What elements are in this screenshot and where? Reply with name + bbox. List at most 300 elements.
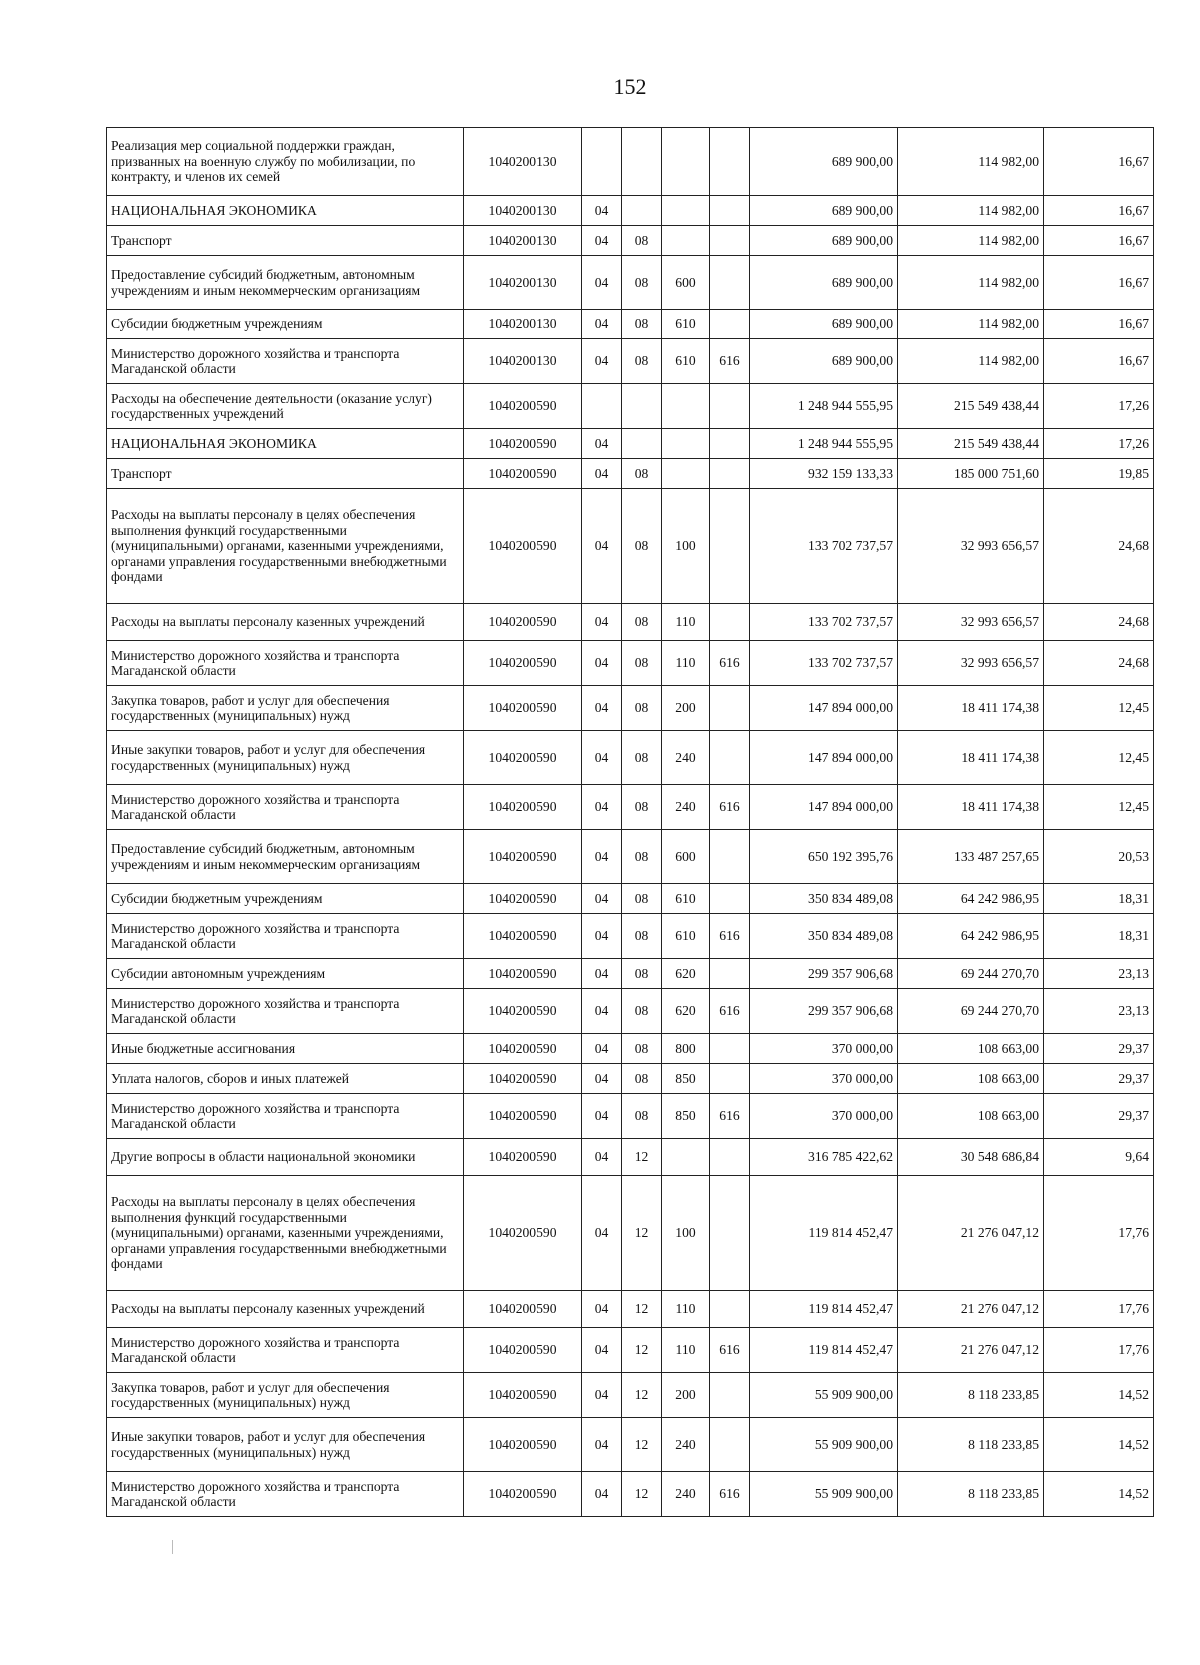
planned-amount-cell: 689 900,00	[750, 128, 898, 196]
row-name-cell: Транспорт	[107, 459, 464, 489]
planned-amount-cell: 147 894 000,00	[750, 785, 898, 830]
planned-amount-cell: 1 248 944 555,95	[750, 384, 898, 429]
subsection-cell: 12	[622, 1291, 662, 1328]
executed-amount-cell: 32 993 656,57	[898, 641, 1044, 686]
expense-type-cell: 110	[662, 1291, 710, 1328]
executed-amount-cell: 114 982,00	[898, 226, 1044, 256]
executed-amount-cell: 64 242 986,95	[898, 884, 1044, 914]
execution-percent-cell: 16,67	[1044, 196, 1154, 226]
executed-amount-cell: 215 549 438,44	[898, 384, 1044, 429]
table-row	[107, 1472, 1154, 1517]
executed-amount-cell: 18 411 174,38	[898, 785, 1044, 830]
section-cell: 04	[582, 959, 622, 989]
subsection-cell	[622, 429, 662, 459]
table-row	[107, 196, 1154, 226]
manager-code-cell	[710, 489, 750, 604]
section-cell: 04	[582, 1472, 622, 1517]
planned-amount-cell: 689 900,00	[750, 256, 898, 310]
section-cell: 04	[582, 830, 622, 884]
target-article-cell: 1040200590	[464, 959, 582, 989]
manager-code-cell: 616	[710, 914, 750, 959]
subsection-cell: 12	[622, 1418, 662, 1472]
section-cell: 04	[582, 1328, 622, 1373]
execution-percent-cell: 16,67	[1044, 339, 1154, 384]
subsection-cell	[622, 128, 662, 196]
row-name-cell: Министерство дорожного хозяйства и транспорта Магаданской области	[107, 989, 464, 1034]
row-name-cell: Субсидии бюджетным учреждениям	[107, 310, 464, 339]
executed-amount-cell: 32 993 656,57	[898, 489, 1044, 604]
target-article-cell: 1040200130	[464, 256, 582, 310]
manager-code-cell	[710, 310, 750, 339]
row-name-cell: Министерство дорожного хозяйства и транспорта Магаданской области	[107, 1472, 464, 1517]
planned-amount-cell: 316 785 422,62	[750, 1139, 898, 1176]
section-cell: 04	[582, 641, 622, 686]
target-article-cell: 1040200590	[464, 604, 582, 641]
subsection-cell: 12	[622, 1472, 662, 1517]
expense-type-cell	[662, 459, 710, 489]
target-article-cell: 1040200130	[464, 310, 582, 339]
executed-amount-cell: 108 663,00	[898, 1034, 1044, 1064]
subsection-cell: 08	[622, 1064, 662, 1094]
section-cell: 04	[582, 226, 622, 256]
table-row	[107, 830, 1154, 884]
execution-percent-cell: 24,68	[1044, 489, 1154, 604]
subsection-cell: 08	[622, 959, 662, 989]
expense-type-cell: 610	[662, 884, 710, 914]
planned-amount-cell: 370 000,00	[750, 1094, 898, 1139]
scan-artifact-line	[172, 1540, 173, 1554]
section-cell	[582, 128, 622, 196]
planned-amount-cell: 133 702 737,57	[750, 489, 898, 604]
section-cell: 04	[582, 604, 622, 641]
planned-amount-cell: 689 900,00	[750, 196, 898, 226]
execution-percent-cell: 20,53	[1044, 830, 1154, 884]
executed-amount-cell: 21 276 047,12	[898, 1328, 1044, 1373]
subsection-cell: 08	[622, 785, 662, 830]
executed-amount-cell: 185 000 751,60	[898, 459, 1044, 489]
manager-code-cell: 616	[710, 1094, 750, 1139]
manager-code-cell	[710, 604, 750, 641]
table-row	[107, 384, 1154, 429]
subsection-cell: 08	[622, 339, 662, 384]
manager-code-cell	[710, 686, 750, 731]
execution-percent-cell: 9,64	[1044, 1139, 1154, 1176]
row-name-cell: Расходы на выплаты персоналу казенных учреждений	[107, 1291, 464, 1328]
table-row	[107, 310, 1154, 339]
planned-amount-cell: 133 702 737,57	[750, 641, 898, 686]
subsection-cell: 08	[622, 830, 662, 884]
row-name-cell: НАЦИОНАЛЬНАЯ ЭКОНОМИКА	[107, 429, 464, 459]
planned-amount-cell: 299 357 906,68	[750, 959, 898, 989]
row-name-cell: Другие вопросы в области национальной экономики	[107, 1139, 464, 1176]
expense-type-cell	[662, 226, 710, 256]
executed-amount-cell: 8 118 233,85	[898, 1472, 1044, 1517]
table-row	[107, 1328, 1154, 1373]
table-row	[107, 785, 1154, 830]
executed-amount-cell: 114 982,00	[898, 339, 1044, 384]
table-row	[107, 959, 1154, 989]
subsection-cell: 08	[622, 226, 662, 256]
planned-amount-cell: 119 814 452,47	[750, 1291, 898, 1328]
target-article-cell: 1040200590	[464, 989, 582, 1034]
table-row	[107, 989, 1154, 1034]
table-row	[107, 128, 1154, 196]
manager-code-cell: 616	[710, 989, 750, 1034]
table-row	[107, 914, 1154, 959]
row-name-cell: Министерство дорожного хозяйства и транспорта Магаданской области	[107, 785, 464, 830]
row-name-cell: Иные бюджетные ассигнования	[107, 1034, 464, 1064]
table-row	[107, 1139, 1154, 1176]
execution-percent-cell: 19,85	[1044, 459, 1154, 489]
target-article-cell: 1040200590	[464, 785, 582, 830]
manager-code-cell	[710, 1373, 750, 1418]
table-row	[107, 1418, 1154, 1472]
expense-type-cell	[662, 128, 710, 196]
subsection-cell: 08	[622, 989, 662, 1034]
subsection-cell: 08	[622, 641, 662, 686]
expense-type-cell: 110	[662, 604, 710, 641]
subsection-cell: 08	[622, 604, 662, 641]
section-cell: 04	[582, 1139, 622, 1176]
section-cell: 04	[582, 989, 622, 1034]
target-article-cell: 1040200590	[464, 1176, 582, 1291]
row-name-cell: Расходы на выплаты персоналу в целях обеспечения выполнения функций государственными (муниципальными) органами, казенными учреждениями, органами управления государственными внебюджетными фондами	[107, 489, 464, 604]
table-row	[107, 489, 1154, 604]
expense-type-cell: 110	[662, 1328, 710, 1373]
expense-type-cell: 620	[662, 989, 710, 1034]
target-article-cell: 1040200590	[464, 884, 582, 914]
executed-amount-cell: 114 982,00	[898, 310, 1044, 339]
execution-percent-cell: 17,76	[1044, 1176, 1154, 1291]
row-name-cell: Предоставление субсидий бюджетным, автономным учреждениям и иным некоммерческим организациям	[107, 256, 464, 310]
manager-code-cell	[710, 1034, 750, 1064]
table-row	[107, 1064, 1154, 1094]
table-row	[107, 1291, 1154, 1328]
row-name-cell: Закупка товаров, работ и услуг для обеспечения государственных (муниципальных) нужд	[107, 686, 464, 731]
manager-code-cell	[710, 226, 750, 256]
row-name-cell: Предоставление субсидий бюджетным, автономным учреждениям и иным некоммерческим организациям	[107, 830, 464, 884]
target-article-cell: 1040200130	[464, 128, 582, 196]
execution-percent-cell: 14,52	[1044, 1472, 1154, 1517]
executed-amount-cell: 18 411 174,38	[898, 686, 1044, 731]
planned-amount-cell: 55 909 900,00	[750, 1472, 898, 1517]
subsection-cell: 08	[622, 489, 662, 604]
planned-amount-cell: 1 248 944 555,95	[750, 429, 898, 459]
executed-amount-cell: 8 118 233,85	[898, 1418, 1044, 1472]
section-cell	[582, 384, 622, 429]
expense-type-cell	[662, 384, 710, 429]
table-row	[107, 604, 1154, 641]
expense-type-cell	[662, 1139, 710, 1176]
section-cell: 04	[582, 1034, 622, 1064]
expense-type-cell: 610	[662, 310, 710, 339]
executed-amount-cell: 108 663,00	[898, 1064, 1044, 1094]
table-row	[107, 459, 1154, 489]
expense-type-cell: 610	[662, 914, 710, 959]
expense-type-cell: 200	[662, 1373, 710, 1418]
executed-amount-cell: 32 993 656,57	[898, 604, 1044, 641]
expense-type-cell: 240	[662, 731, 710, 785]
expense-type-cell: 600	[662, 830, 710, 884]
target-article-cell: 1040200590	[464, 1064, 582, 1094]
manager-code-cell	[710, 196, 750, 226]
planned-amount-cell: 689 900,00	[750, 310, 898, 339]
manager-code-cell	[710, 459, 750, 489]
executed-amount-cell: 21 276 047,12	[898, 1176, 1044, 1291]
planned-amount-cell: 370 000,00	[750, 1034, 898, 1064]
executed-amount-cell: 215 549 438,44	[898, 429, 1044, 459]
section-cell: 04	[582, 1064, 622, 1094]
table-row	[107, 226, 1154, 256]
table-row	[107, 1094, 1154, 1139]
expense-type-cell: 240	[662, 1472, 710, 1517]
manager-code-cell	[710, 384, 750, 429]
execution-percent-cell: 12,45	[1044, 731, 1154, 785]
manager-code-cell: 616	[710, 1328, 750, 1373]
planned-amount-cell: 370 000,00	[750, 1064, 898, 1094]
expense-type-cell	[662, 429, 710, 459]
row-name-cell: Иные закупки товаров, работ и услуг для обеспечения государственных (муниципальных) нужд	[107, 1418, 464, 1472]
row-name-cell: Закупка товаров, работ и услуг для обеспечения государственных (муниципальных) нужд	[107, 1373, 464, 1418]
execution-percent-cell: 16,67	[1044, 256, 1154, 310]
target-article-cell: 1040200130	[464, 339, 582, 384]
execution-percent-cell: 18,31	[1044, 884, 1154, 914]
expense-type-cell: 620	[662, 959, 710, 989]
expense-type-cell: 100	[662, 489, 710, 604]
execution-percent-cell: 24,68	[1044, 604, 1154, 641]
row-name-cell: НАЦИОНАЛЬНАЯ ЭКОНОМИКА	[107, 196, 464, 226]
target-article-cell: 1040200590	[464, 1472, 582, 1517]
page-number: 152	[613, 74, 647, 99]
planned-amount-cell: 299 357 906,68	[750, 989, 898, 1034]
row-name-cell: Министерство дорожного хозяйства и транспорта Магаданской области	[107, 641, 464, 686]
section-cell: 04	[582, 1373, 622, 1418]
target-article-cell: 1040200590	[464, 686, 582, 731]
planned-amount-cell: 932 159 133,33	[750, 459, 898, 489]
target-article-cell: 1040200590	[464, 914, 582, 959]
subsection-cell: 08	[622, 1034, 662, 1064]
planned-amount-cell: 689 900,00	[750, 339, 898, 384]
row-name-cell: Иные закупки товаров, работ и услуг для обеспечения государственных (муниципальных) нужд	[107, 731, 464, 785]
expense-type-cell: 100	[662, 1176, 710, 1291]
manager-code-cell	[710, 830, 750, 884]
manager-code-cell	[710, 1418, 750, 1472]
execution-percent-cell: 12,45	[1044, 785, 1154, 830]
executed-amount-cell: 133 487 257,65	[898, 830, 1044, 884]
target-article-cell: 1040200590	[464, 384, 582, 429]
expense-type-cell	[662, 196, 710, 226]
target-article-cell: 1040200590	[464, 731, 582, 785]
expense-type-cell: 240	[662, 1418, 710, 1472]
executed-amount-cell: 8 118 233,85	[898, 1373, 1044, 1418]
execution-percent-cell: 24,68	[1044, 641, 1154, 686]
execution-percent-cell: 29,37	[1044, 1034, 1154, 1064]
manager-code-cell: 616	[710, 1472, 750, 1517]
target-article-cell: 1040200590	[464, 641, 582, 686]
section-cell: 04	[582, 1291, 622, 1328]
table-row	[107, 339, 1154, 384]
row-name-cell: Министерство дорожного хозяйства и транспорта Магаданской области	[107, 1094, 464, 1139]
planned-amount-cell: 147 894 000,00	[750, 686, 898, 731]
executed-amount-cell: 114 982,00	[898, 196, 1044, 226]
row-name-cell: Субсидии автономным учреждениям	[107, 959, 464, 989]
row-name-cell: Расходы на обеспечение деятельности (оказание услуг) государственных учреждений	[107, 384, 464, 429]
expense-type-cell: 610	[662, 339, 710, 384]
expense-type-cell: 850	[662, 1064, 710, 1094]
manager-code-cell	[710, 1291, 750, 1328]
manager-code-cell	[710, 884, 750, 914]
row-name-cell: Уплата налогов, сборов и иных платежей	[107, 1064, 464, 1094]
execution-percent-cell: 14,52	[1044, 1373, 1154, 1418]
target-article-cell: 1040200590	[464, 1139, 582, 1176]
target-article-cell: 1040200590	[464, 1291, 582, 1328]
manager-code-cell	[710, 959, 750, 989]
section-cell: 04	[582, 310, 622, 339]
executed-amount-cell: 69 244 270,70	[898, 989, 1044, 1034]
row-name-cell: Министерство дорожного хозяйства и транспорта Магаданской области	[107, 1328, 464, 1373]
table-row	[107, 1034, 1154, 1064]
subsection-cell: 12	[622, 1139, 662, 1176]
section-cell: 04	[582, 1418, 622, 1472]
table-row	[107, 731, 1154, 785]
manager-code-cell	[710, 731, 750, 785]
target-article-cell: 1040200130	[464, 196, 582, 226]
execution-percent-cell: 17,26	[1044, 429, 1154, 459]
planned-amount-cell: 350 834 489,08	[750, 914, 898, 959]
target-article-cell: 1040200130	[464, 226, 582, 256]
planned-amount-cell: 119 814 452,47	[750, 1328, 898, 1373]
subsection-cell: 08	[622, 459, 662, 489]
executed-amount-cell: 108 663,00	[898, 1094, 1044, 1139]
planned-amount-cell: 350 834 489,08	[750, 884, 898, 914]
section-cell: 04	[582, 884, 622, 914]
row-name-cell: Расходы на выплаты персоналу казенных учреждений	[107, 604, 464, 641]
row-name-cell: Расходы на выплаты персоналу в целях обеспечения выполнения функций государственными (муниципальными) органами, казенными учреждениями, органами управления государственными внебюджетными фондами	[107, 1176, 464, 1291]
planned-amount-cell: 55 909 900,00	[750, 1418, 898, 1472]
manager-code-cell	[710, 429, 750, 459]
execution-percent-cell: 18,31	[1044, 914, 1154, 959]
executed-amount-cell: 69 244 270,70	[898, 959, 1044, 989]
table-row	[107, 256, 1154, 310]
executed-amount-cell: 21 276 047,12	[898, 1291, 1044, 1328]
subsection-cell: 08	[622, 256, 662, 310]
expense-type-cell: 850	[662, 1094, 710, 1139]
table-body	[107, 128, 1154, 1517]
manager-code-cell: 616	[710, 641, 750, 686]
executed-amount-cell: 64 242 986,95	[898, 914, 1044, 959]
row-name-cell: Транспорт	[107, 226, 464, 256]
subsection-cell: 12	[622, 1176, 662, 1291]
table-row	[107, 429, 1154, 459]
manager-code-cell	[710, 1064, 750, 1094]
row-name-cell: Министерство дорожного хозяйства и транспорта Магаданской области	[107, 914, 464, 959]
execution-percent-cell: 23,13	[1044, 959, 1154, 989]
row-name-cell: Министерство дорожного хозяйства и транспорта Магаданской области	[107, 339, 464, 384]
expense-type-cell: 110	[662, 641, 710, 686]
execution-percent-cell: 29,37	[1044, 1094, 1154, 1139]
section-cell: 04	[582, 914, 622, 959]
section-cell: 04	[582, 1094, 622, 1139]
table-row	[107, 884, 1154, 914]
target-article-cell: 1040200590	[464, 1328, 582, 1373]
section-cell: 04	[582, 339, 622, 384]
execution-percent-cell: 16,67	[1044, 310, 1154, 339]
executed-amount-cell: 114 982,00	[898, 256, 1044, 310]
expense-type-cell: 800	[662, 1034, 710, 1064]
planned-amount-cell: 119 814 452,47	[750, 1176, 898, 1291]
target-article-cell: 1040200590	[464, 489, 582, 604]
budget-execution-table	[106, 127, 1154, 1517]
target-article-cell: 1040200590	[464, 459, 582, 489]
section-cell: 04	[582, 785, 622, 830]
executed-amount-cell: 18 411 174,38	[898, 731, 1044, 785]
subsection-cell: 08	[622, 731, 662, 785]
subsection-cell: 08	[622, 884, 662, 914]
expense-type-cell: 240	[662, 785, 710, 830]
subsection-cell: 12	[622, 1373, 662, 1418]
manager-code-cell: 616	[710, 339, 750, 384]
execution-percent-cell: 16,67	[1044, 128, 1154, 196]
table-row	[107, 686, 1154, 731]
expense-type-cell: 200	[662, 686, 710, 731]
execution-percent-cell: 16,67	[1044, 226, 1154, 256]
manager-code-cell	[710, 128, 750, 196]
subsection-cell: 08	[622, 686, 662, 731]
target-article-cell: 1040200590	[464, 1418, 582, 1472]
expense-type-cell: 600	[662, 256, 710, 310]
target-article-cell: 1040200590	[464, 1094, 582, 1139]
execution-percent-cell: 17,26	[1044, 384, 1154, 429]
planned-amount-cell: 689 900,00	[750, 226, 898, 256]
row-name-cell: Субсидии бюджетным учреждениям	[107, 884, 464, 914]
table-row	[107, 1373, 1154, 1418]
subsection-cell: 08	[622, 310, 662, 339]
planned-amount-cell: 55 909 900,00	[750, 1373, 898, 1418]
execution-percent-cell: 12,45	[1044, 686, 1154, 731]
section-cell: 04	[582, 429, 622, 459]
row-name-cell: Реализация мер социальной поддержки граждан, призванных на военную службу по мобилизации, по контракту, и членов их семей	[107, 128, 464, 196]
executed-amount-cell: 114 982,00	[898, 128, 1044, 196]
table-row	[107, 1176, 1154, 1291]
executed-amount-cell: 30 548 686,84	[898, 1139, 1044, 1176]
subsection-cell	[622, 196, 662, 226]
subsection-cell	[622, 384, 662, 429]
manager-code-cell	[710, 256, 750, 310]
planned-amount-cell: 133 702 737,57	[750, 604, 898, 641]
planned-amount-cell: 650 192 395,76	[750, 830, 898, 884]
execution-percent-cell: 29,37	[1044, 1064, 1154, 1094]
subsection-cell: 08	[622, 1094, 662, 1139]
target-article-cell: 1040200590	[464, 1373, 582, 1418]
section-cell: 04	[582, 686, 622, 731]
section-cell: 04	[582, 489, 622, 604]
section-cell: 04	[582, 196, 622, 226]
target-article-cell: 1040200590	[464, 830, 582, 884]
manager-code-cell: 616	[710, 785, 750, 830]
execution-percent-cell: 23,13	[1044, 989, 1154, 1034]
table-row	[107, 641, 1154, 686]
section-cell: 04	[582, 459, 622, 489]
subsection-cell: 08	[622, 914, 662, 959]
target-article-cell: 1040200590	[464, 429, 582, 459]
target-article-cell: 1040200590	[464, 1034, 582, 1064]
manager-code-cell	[710, 1176, 750, 1291]
section-cell: 04	[582, 731, 622, 785]
section-cell: 04	[582, 256, 622, 310]
execution-percent-cell: 17,76	[1044, 1291, 1154, 1328]
execution-percent-cell: 17,76	[1044, 1328, 1154, 1373]
execution-percent-cell: 14,52	[1044, 1418, 1154, 1472]
